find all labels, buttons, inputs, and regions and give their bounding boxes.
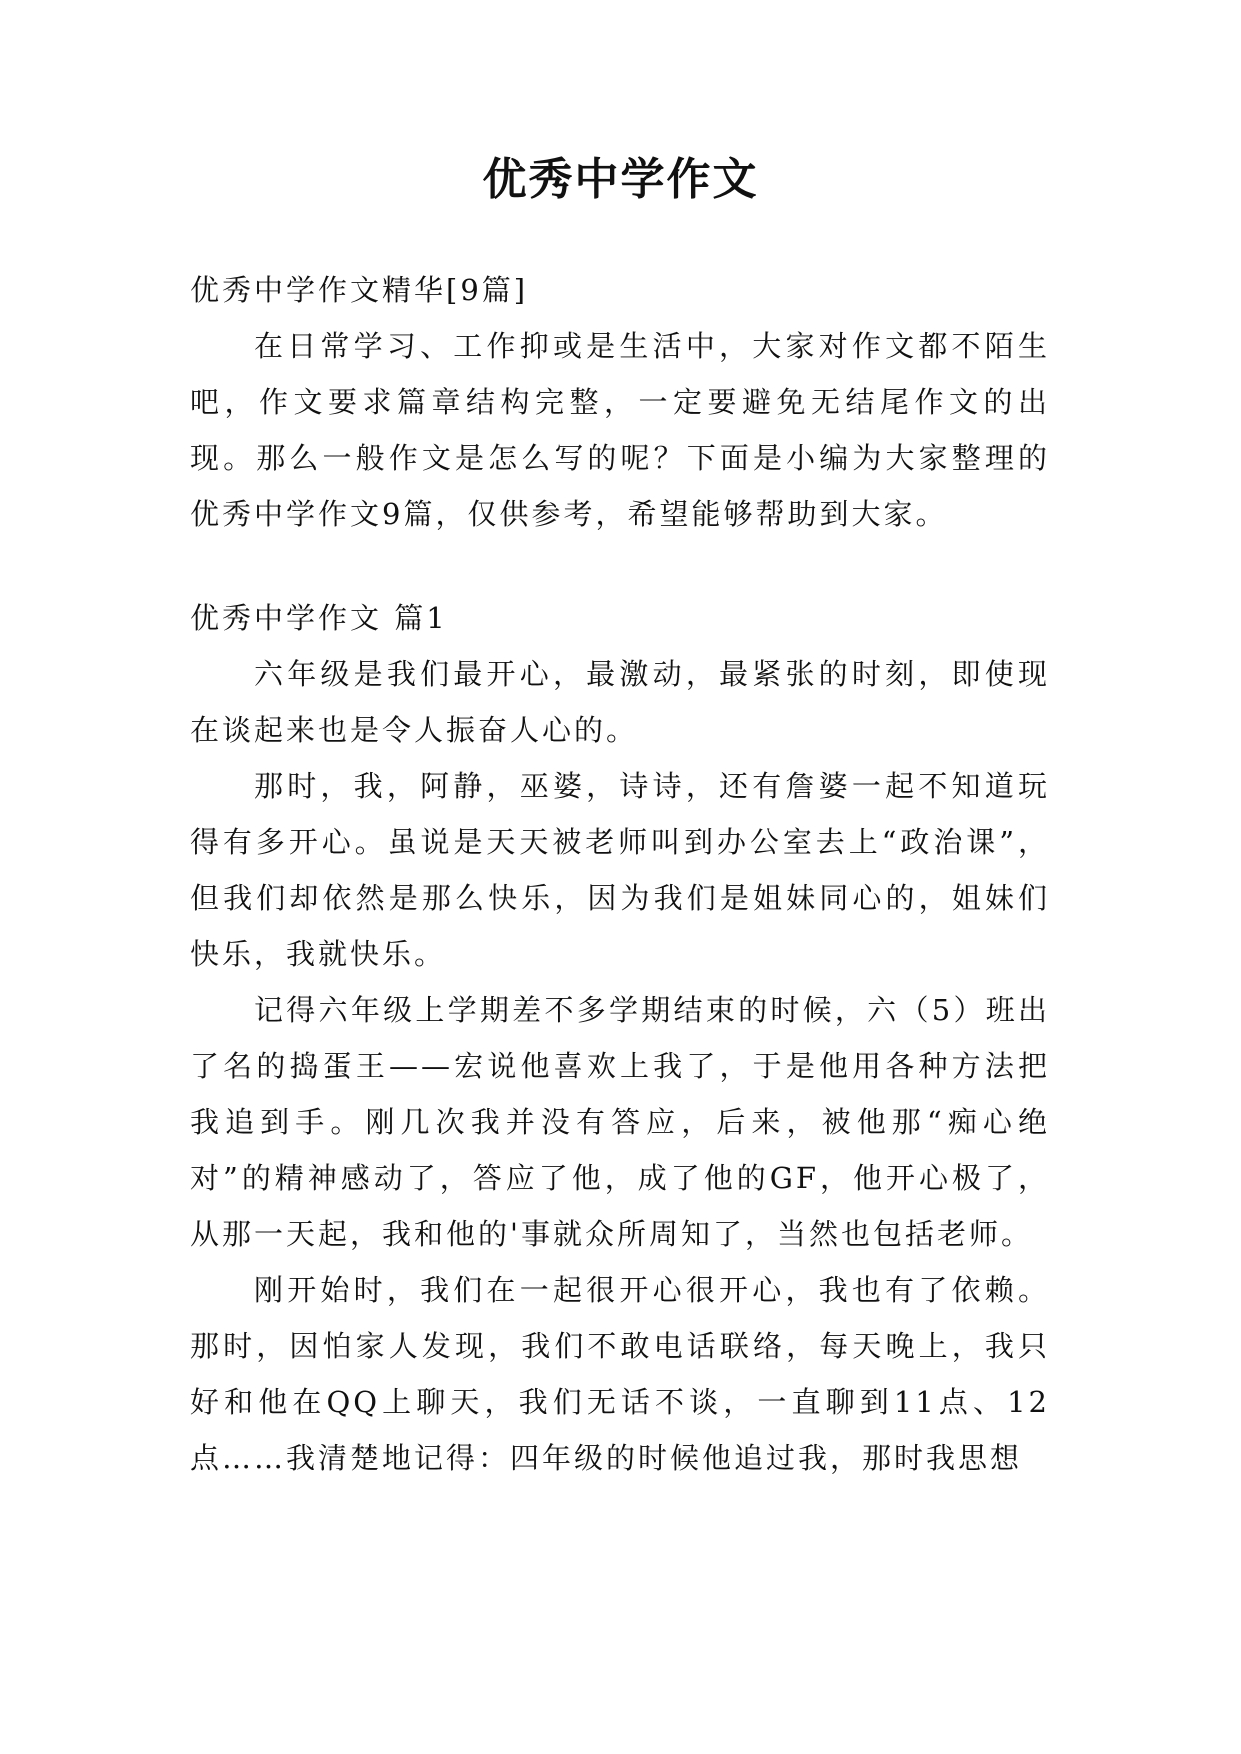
body-paragraph: 那时，我，阿静，巫婆，诗诗，还有詹婆一起不知道玩得有多开心。虽说是天天被老师叫到办公室去上“政治课”，但我们却依然是那么快乐，因为我们是姐妹同心的，姐妹们快乐，我就快乐。 xyxy=(190,769,1050,971)
intro-paragraph: 在日常学习、工作抑或是生活中，大家对作文都不陌生吧，作文要求篇章结构完整，一定要避免无结尾作文的出现。那么一般作文是怎么写的呢？下面是小编为大家整理的优秀中学作文9篇，仅供参考，希望能够帮助到大家。 xyxy=(190,329,1050,531)
section-spacer xyxy=(190,542,1050,590)
section-heading: 优秀中学作文 篇1 xyxy=(190,601,448,635)
document-subtitle: 优秀中学作文精华[9篇] xyxy=(190,273,529,307)
body-paragraph: 刚开始时，我们在一起很开心很开心，我也有了依赖。那时，因怕家人发现，我们不敢电话联络，每天晚上，我只好和他在QQ上聊天，我们无话不谈，一直聊到11点、12点……我清楚地记得：四年级的时候他追过我，那时我思想 xyxy=(190,1273,1050,1475)
document-body xyxy=(190,262,1050,1486)
document-title: 优秀中学作文 xyxy=(482,154,759,205)
body-paragraph: 记得六年级上学期差不多学期结束的时候，六（5）班出了名的捣蛋王——宏说他喜欢上我了，于是他用各种方法把我追到手。刚几次我并没有答应，后来，被他那“痴心绝对”的精神感动了，答应了他，成了他的GF，他开心极了，从那一天起，我和他的'事就众所周知了，当然也包括老师。 xyxy=(190,993,1050,1251)
body-paragraph: 六年级是我们最开心，最激动，最紧张的时刻，即使现在谈起来也是令人振奋人心的。 xyxy=(190,657,1050,747)
